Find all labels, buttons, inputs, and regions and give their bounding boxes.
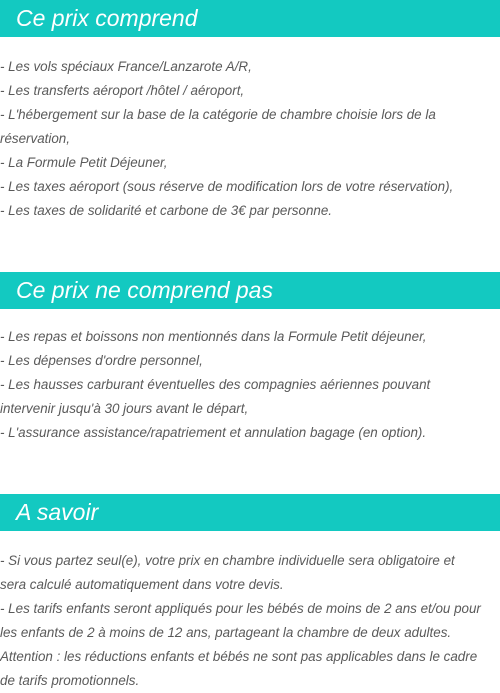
- section-title: Ce prix comprend: [16, 5, 198, 31]
- list-line: réservation,: [0, 131, 70, 146]
- section-title: Ce prix ne comprend pas: [16, 277, 273, 303]
- list-line: - Les hausses carburant éventuelles des compagnies aériennes pouvant: [0, 377, 431, 392]
- list-line: intervenir jusqu'à 30 jours avant le départ,: [0, 401, 249, 416]
- section-body-non-inclus: [0, 325, 500, 445]
- section-banner-a-savoir: [0, 494, 500, 531]
- list-line: sera calculé automatiquement dans votre devis.: [0, 577, 284, 592]
- list-line: - Les tarifs enfants seront appliqués pour les bébés de moins de 2 ans et/ou pour: [0, 601, 481, 616]
- list-line: Attention : les réductions enfants et bébés ne sont pas applicables dans le cadre: [0, 649, 478, 664]
- list-line: - L'hébergement sur la base de la catégorie de chambre choisie lors de la: [0, 107, 436, 122]
- list-line: - Les vols spéciaux France/Lanzarote A/R,: [0, 59, 252, 74]
- section-title: A savoir: [16, 499, 99, 525]
- section-body-a-savoir: [0, 549, 500, 693]
- list-line: - Les dépenses d'ordre personnel,: [0, 353, 203, 368]
- list-line: - Les repas et boissons non mentionnés dans la Formule Petit déjeuner,: [0, 329, 427, 344]
- section-banner-inclus: [0, 0, 500, 37]
- list-line: de tarifs promotionnels.: [0, 673, 140, 688]
- section-body-inclus: [0, 55, 500, 223]
- list-line: - Les taxes aéroport (sous réserve de modification lors de votre réservation),: [0, 179, 454, 194]
- list-line: - Les taxes de solidarité et carbone de 3€ par personne.: [0, 203, 333, 218]
- section-banner-non-inclus: [0, 272, 500, 309]
- list-line: - La Formule Petit Déjeuner,: [0, 155, 168, 170]
- list-line: - L'assurance assistance/rapatriement et annulation bagage (en option).: [0, 425, 427, 440]
- list-line: - Les transferts aéroport /hôtel / aéroport,: [0, 83, 245, 98]
- list-line: - Si vous partez seul(e), votre prix en chambre individuelle sera obligatoire et: [0, 553, 455, 568]
- list-line: les enfants de 2 à moins de 12 ans, partageant la chambre de deux adultes.: [0, 625, 452, 640]
